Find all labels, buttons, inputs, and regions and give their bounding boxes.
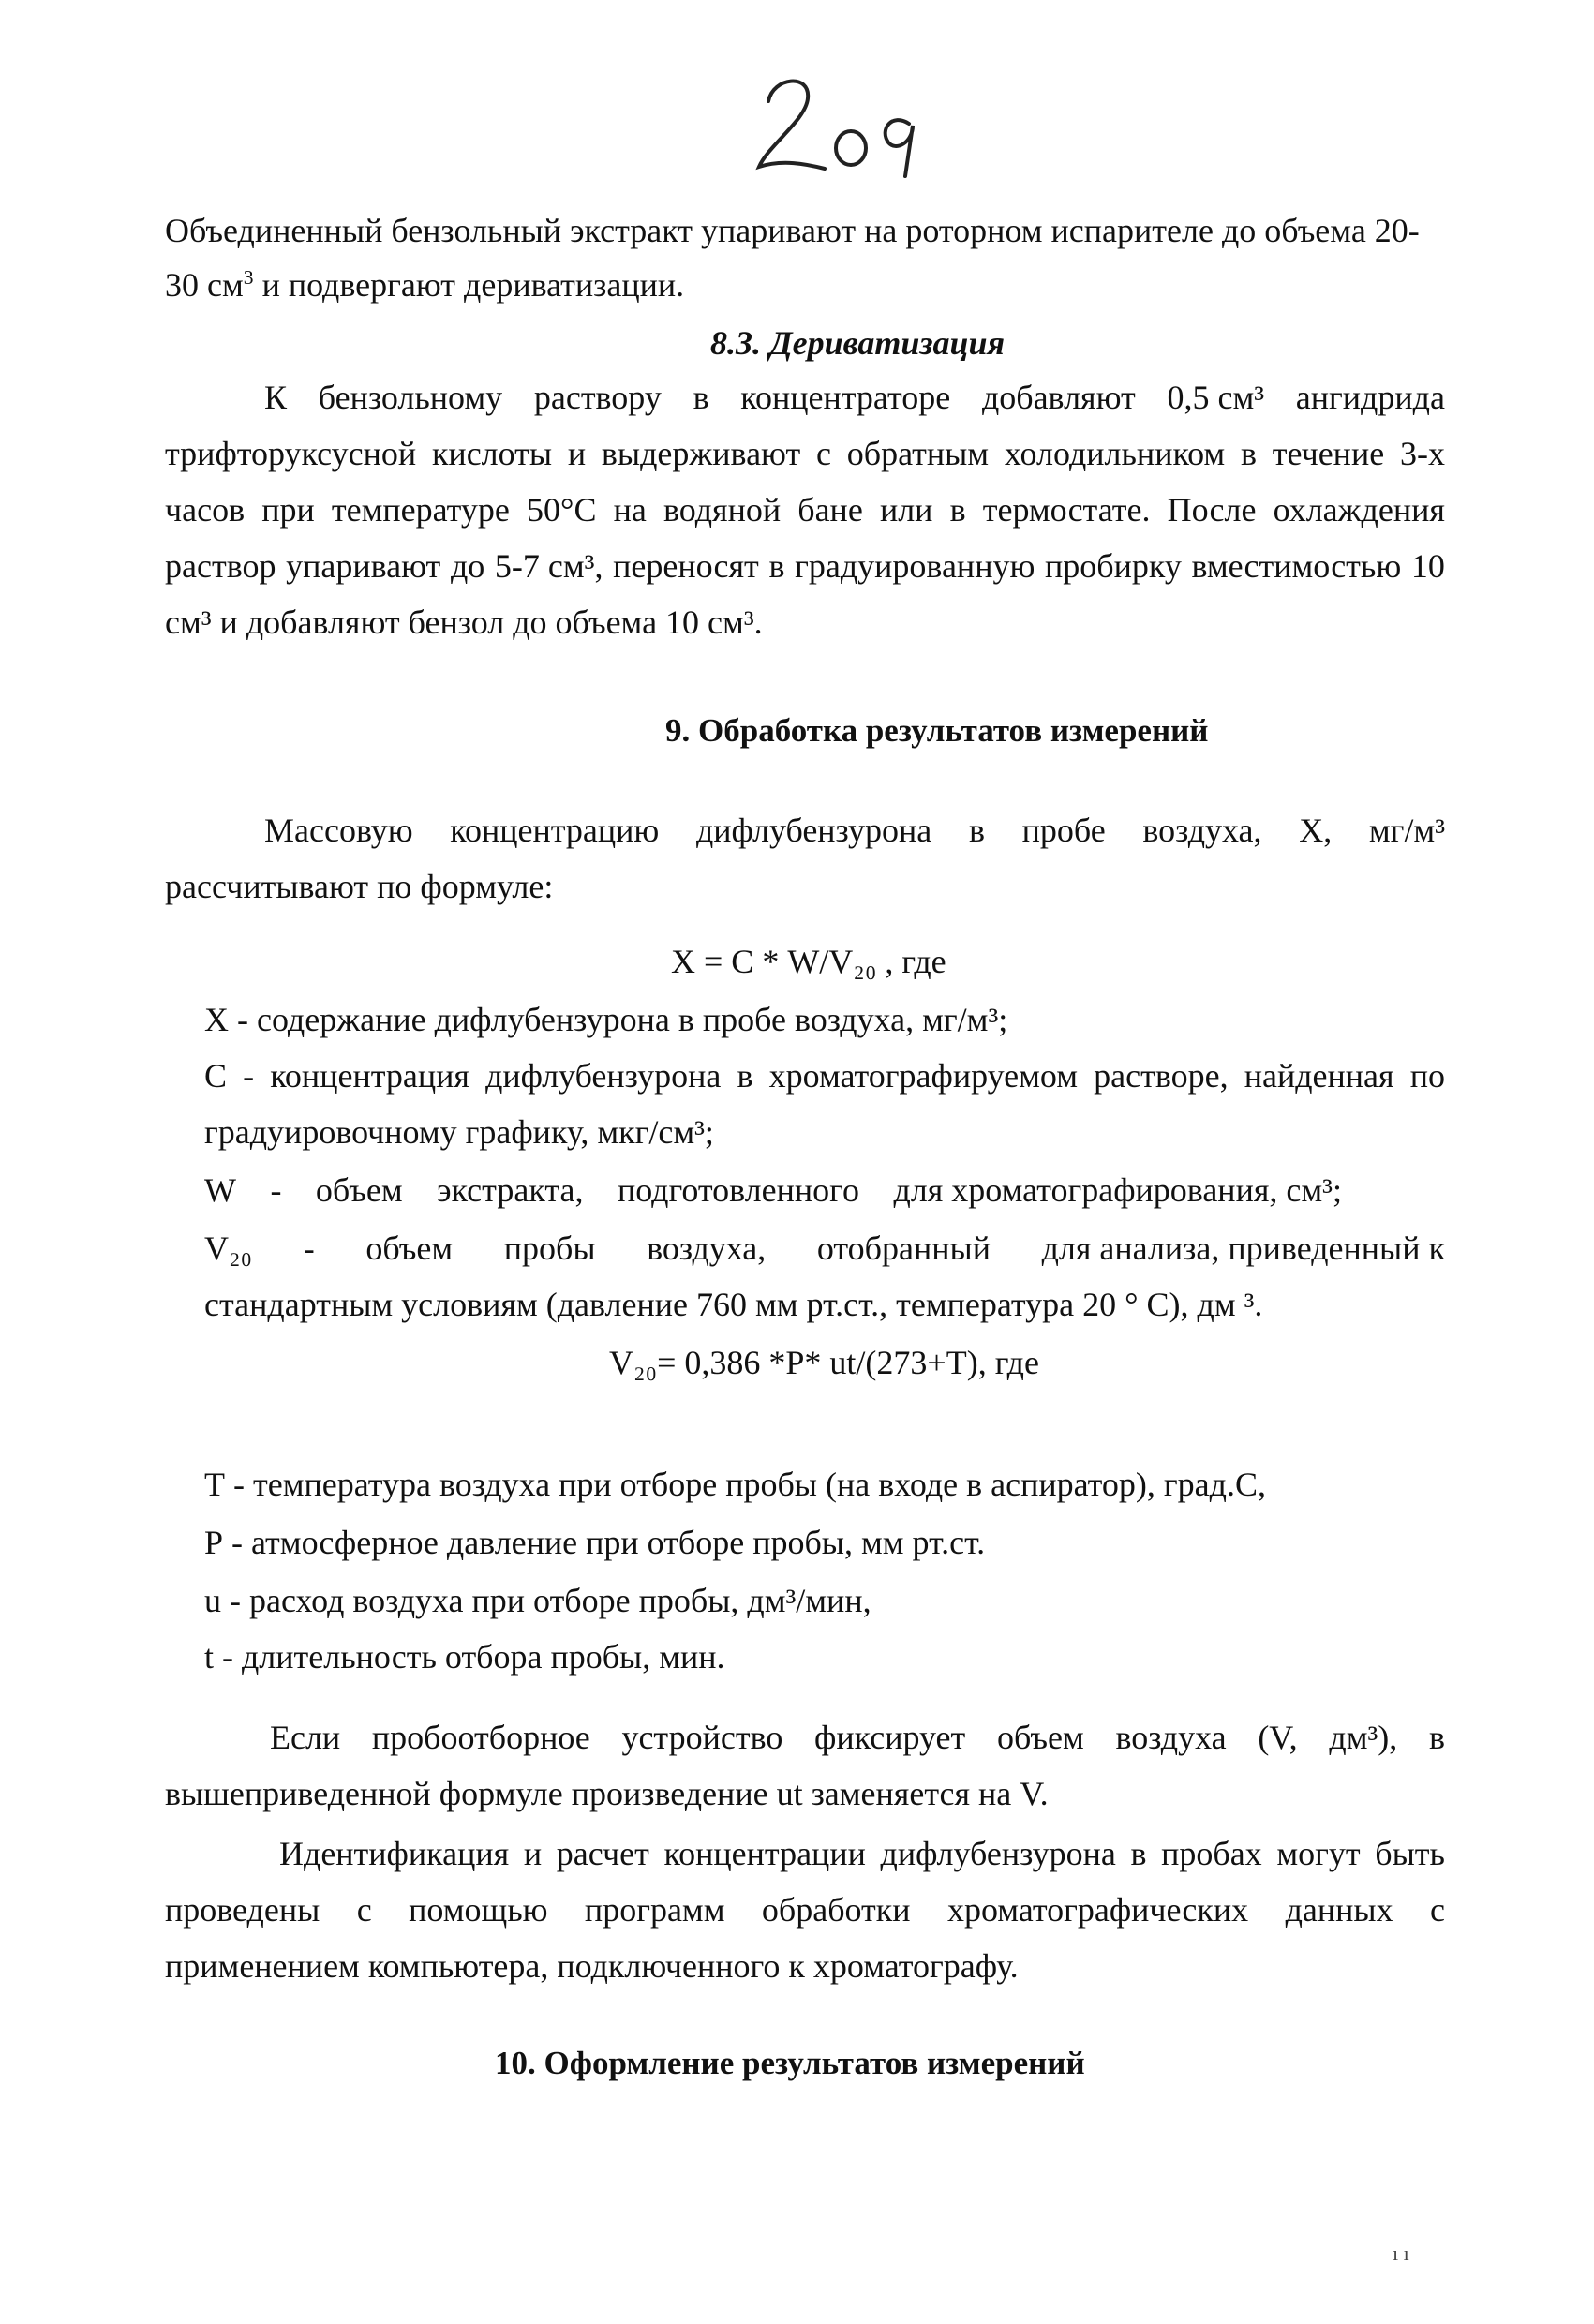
- word: температуре: [331, 491, 510, 529]
- word: при: [261, 491, 315, 529]
- text-line: [165, 1889, 1445, 1930]
- word: Идентификация: [279, 1835, 510, 1872]
- word: растворе,: [1094, 1057, 1229, 1095]
- word: упаривают: [286, 547, 441, 585]
- word: термостате.: [982, 491, 1151, 529]
- word: дифлубензурона: [880, 1835, 1116, 1872]
- handwritten-page-number: [731, 56, 956, 187]
- word: трифторуксусной: [165, 435, 417, 472]
- text-line: [165, 545, 1445, 587]
- word: бензольному: [318, 379, 503, 416]
- word: и: [523, 1835, 543, 1872]
- word: и: [567, 435, 587, 472]
- word: с: [1429, 1891, 1445, 1929]
- text-line: вышеприведенной формуле произведение ut заменяется на V.: [165, 1775, 1049, 1812]
- definition-line: Х - содержание дифлубензурона в пробе воздуха, мг/м³;: [204, 1001, 1008, 1038]
- word: воздуха: [1115, 1719, 1227, 1756]
- section-heading: 10. Оформление результатов измерений: [495, 2045, 1085, 2081]
- word: объем: [996, 1719, 1084, 1756]
- word: добавляют: [981, 379, 1136, 416]
- text-line: Объединенный бензольный экстракт упаривают на роторном испарителе до объема 20-: [165, 212, 1420, 249]
- word: пробах: [1161, 1835, 1262, 1872]
- word: объем: [365, 1229, 454, 1267]
- word: данных: [1285, 1891, 1393, 1929]
- definition-line: [204, 1055, 1445, 1096]
- word: найденная: [1244, 1057, 1394, 1095]
- word: концентрацию: [450, 812, 660, 849]
- word: хроматографических: [946, 1891, 1249, 1929]
- word: подготовленного: [617, 1171, 860, 1209]
- section-heading: 8.3. Дериватизация: [710, 324, 1006, 362]
- word: в: [768, 547, 785, 585]
- word: концентрации: [663, 1835, 866, 1872]
- word: или: [879, 491, 933, 529]
- word: объем: [315, 1171, 403, 1209]
- word: до: [450, 547, 485, 585]
- word: 5-7 см³,: [494, 547, 603, 585]
- word: дифлубензурона: [485, 1057, 722, 1095]
- word: концентраторе: [740, 379, 951, 416]
- word: После: [1167, 491, 1257, 529]
- word: течение: [1272, 435, 1385, 472]
- definition-line: Р - атмосферное давление при отборе пробы, мм рт.ст.: [204, 1524, 986, 1561]
- word: устройство: [621, 1719, 783, 1756]
- word: кислоты: [431, 435, 553, 472]
- word: с: [356, 1891, 372, 1929]
- word: V₂₀: [204, 1229, 253, 1267]
- word: программ: [584, 1891, 725, 1929]
- text-line: [264, 810, 1445, 851]
- definition-line: стандартным условиям (давление 760 мм рт.ст., температура 20 ° С), дм ³.: [204, 1286, 1263, 1323]
- word: в: [968, 812, 985, 849]
- definition-line: Т - температура воздуха при отборе пробы (на входе в аспиратор), град.С,: [204, 1466, 1266, 1503]
- text-line: 30 $см^3$ и подвергают дериватизации.: [165, 266, 685, 304]
- word: 50°С: [527, 491, 597, 529]
- word: помощью: [409, 1891, 548, 1929]
- word: переносят: [613, 547, 759, 585]
- word: часов: [165, 491, 246, 529]
- word: в: [1428, 1719, 1445, 1756]
- word: хроматографируемом: [768, 1057, 1079, 1095]
- word: охлаждения: [1273, 491, 1445, 529]
- word: 10: [1410, 547, 1445, 585]
- definition-line: t - длительность отбора пробы, мин.: [204, 1638, 725, 1676]
- word: пробирку: [1045, 547, 1182, 585]
- definition-line: [204, 1228, 1445, 1269]
- word: градуированную: [795, 547, 1035, 585]
- word: мг/м³: [1368, 812, 1445, 849]
- text-line: [270, 1717, 1445, 1758]
- word: экстракта,: [437, 1171, 584, 1209]
- word: (V,: [1258, 1719, 1298, 1756]
- word: с: [815, 435, 831, 472]
- word: водяной: [663, 491, 782, 529]
- word: -: [270, 1171, 282, 1209]
- definition-line: [204, 1169, 1342, 1211]
- word: в: [1130, 1835, 1147, 1872]
- word: для хроматографирования, см³;: [893, 1171, 1342, 1209]
- word: Если: [270, 1719, 341, 1756]
- word: раствору: [533, 379, 662, 416]
- word: Массовую: [264, 812, 413, 849]
- word: К: [264, 379, 288, 416]
- corner-mark: ı ı: [1393, 2242, 1409, 2265]
- word: фиксирует: [814, 1719, 966, 1756]
- word: в: [737, 1057, 753, 1095]
- word: концентрация: [270, 1057, 469, 1095]
- word: расчет: [556, 1835, 649, 1872]
- word: ангидрида: [1295, 379, 1445, 416]
- word: в: [693, 379, 709, 416]
- formula: V₂₀= 0,386 *Р* ut/(273+Т), где: [609, 1344, 1039, 1381]
- word: пробе: [1021, 812, 1106, 849]
- word: быть: [1375, 1835, 1445, 1872]
- word: проведены: [165, 1891, 320, 1929]
- word: холодильником: [1004, 435, 1226, 472]
- word: 3-х: [1399, 435, 1445, 472]
- word: -: [303, 1229, 315, 1267]
- word: бане: [797, 491, 863, 529]
- word: по: [1409, 1057, 1445, 1095]
- word: пробы: [503, 1229, 596, 1267]
- word: С: [204, 1057, 228, 1095]
- text-line: см³ и добавляют бензол до объема 10 см³.: [165, 603, 763, 641]
- text-line: [165, 433, 1445, 474]
- word: могут: [1276, 1835, 1361, 1872]
- text-line: применением компьютера, подключенного к хроматографу.: [165, 1947, 1019, 1985]
- word: 0,5 см³: [1167, 379, 1265, 416]
- text-line: [279, 1833, 1445, 1874]
- word: обработки: [761, 1891, 911, 1929]
- formula: Х = С * W/V₂₀ , где: [671, 943, 946, 980]
- word: обратным: [846, 435, 990, 472]
- word: Х,: [1299, 812, 1333, 849]
- word: в: [949, 491, 966, 529]
- definition-line: u - расход воздуха при отборе пробы, дм³/мин,: [204, 1582, 871, 1619]
- word: для анализа, приведенный к: [1041, 1229, 1445, 1267]
- text-line: рассчитывают по формуле:: [165, 868, 554, 905]
- word: дифлубензурона: [695, 812, 932, 849]
- word: отобранный: [816, 1229, 991, 1267]
- word: дм³),: [1329, 1719, 1398, 1756]
- word: на: [613, 491, 647, 529]
- word: воздуха,: [1142, 812, 1262, 849]
- section-heading: 9. Обработка результатов измерений: [665, 712, 1209, 749]
- word: вместимостью: [1191, 547, 1402, 585]
- word: W: [204, 1171, 236, 1209]
- word: в: [1241, 435, 1257, 472]
- word: выдерживают: [601, 435, 801, 472]
- word: -: [243, 1057, 255, 1095]
- definition-line: градуировочному графику, мкг/см³;: [204, 1113, 714, 1151]
- text-line: [264, 377, 1445, 418]
- word: раствор: [165, 547, 276, 585]
- word: пробоотборное: [371, 1719, 590, 1756]
- text-line: [165, 489, 1445, 530]
- word: воздуха,: [647, 1229, 767, 1267]
